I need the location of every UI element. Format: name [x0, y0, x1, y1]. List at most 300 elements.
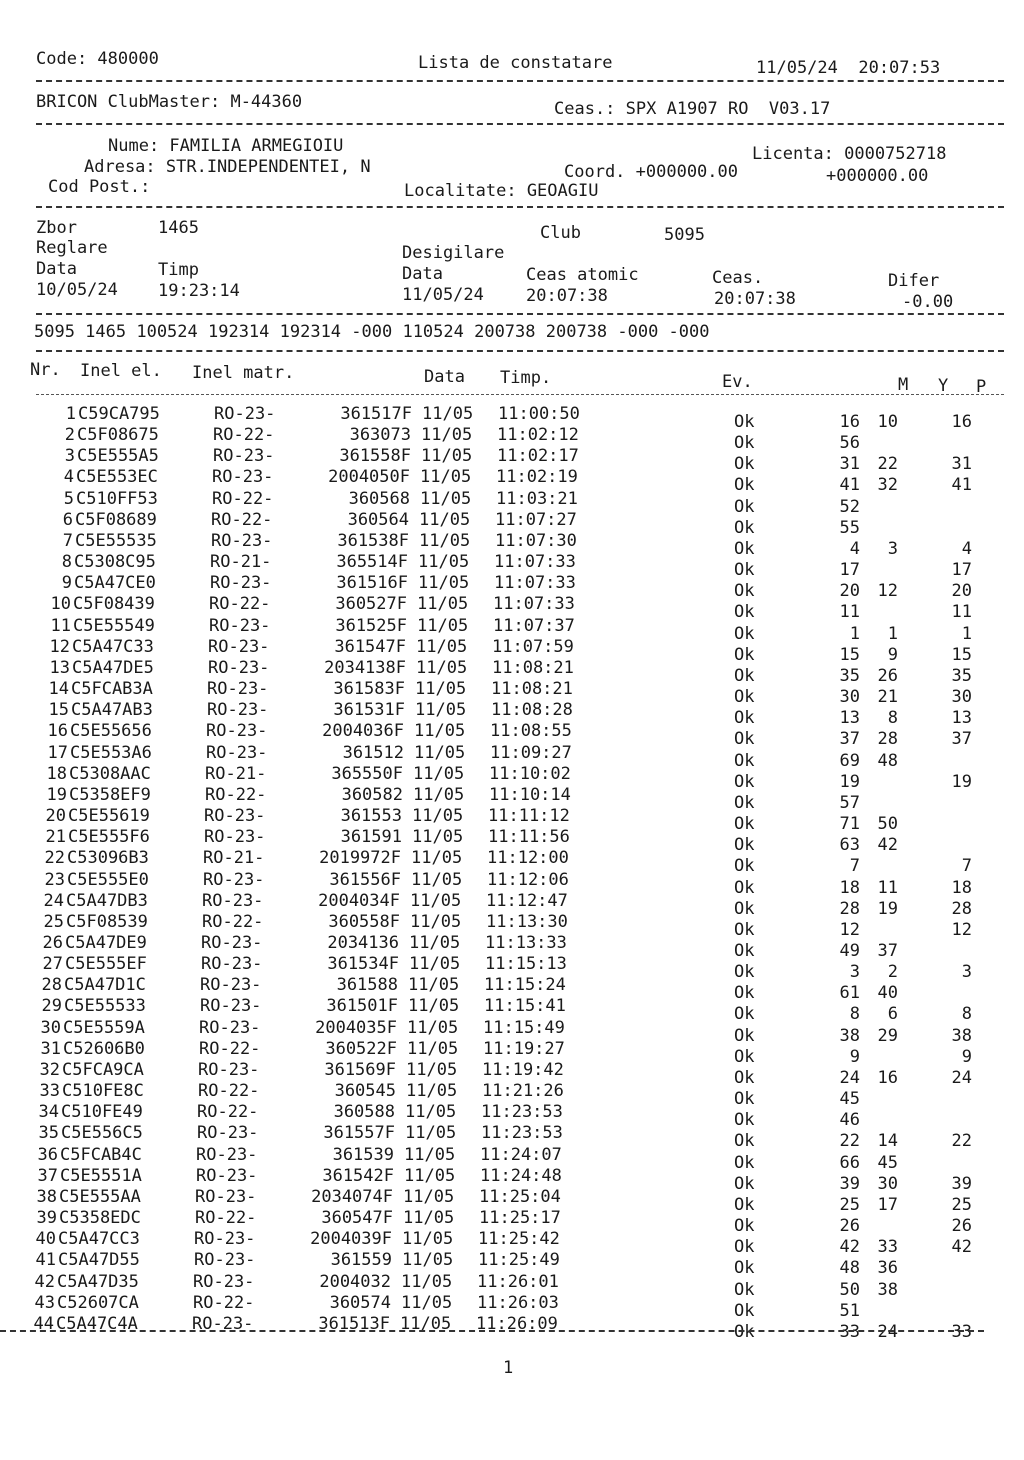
row-number: 42 [34, 1271, 55, 1292]
row-number: 15 [48, 700, 69, 721]
arrival-date: 11/05 [401, 1292, 453, 1313]
value-y: 1 [887, 623, 898, 644]
row-number: 7 [62, 530, 73, 551]
ring-number: 2004036F [322, 721, 404, 742]
arrival-time: 11:07:33 [494, 552, 576, 573]
row-number: 36 [37, 1144, 58, 1165]
row-number: 9 [61, 573, 72, 594]
locality: Localitate: GEOAGIU [404, 181, 599, 201]
value-m: 3 [849, 962, 860, 983]
ring-country-year: RO-22- [205, 784, 267, 805]
row-number: 37 [37, 1165, 58, 1186]
arrival-date: 11/05 [418, 552, 470, 573]
arrival-time: 11:11:12 [488, 806, 570, 827]
event-status: Ok [734, 1089, 755, 1110]
ring-country-year: RO-21- [205, 763, 267, 784]
ring-number: 2034138F [324, 657, 406, 678]
arrival-date: 11/05 [403, 1186, 455, 1207]
event-status: Ok [734, 919, 755, 940]
ring-country-year: RO-23- [194, 1250, 256, 1271]
value-y: 10 [877, 412, 898, 432]
value-y: 30 [877, 1173, 898, 1194]
ring-country-year: RO-23- [204, 827, 266, 848]
arrival-date: 11/05 [405, 1123, 457, 1144]
arrival-time: 11:09:27 [490, 742, 572, 763]
event-status: Ok [734, 433, 755, 454]
arrival-time: 11:11:56 [488, 827, 570, 848]
ring-country-year: RO-23- [201, 933, 263, 953]
ring-country-year: RO-22- [193, 1292, 255, 1313]
electronic-ring: C5E556C5 [61, 1123, 143, 1144]
difference-value: -0.00 [902, 292, 954, 312]
arrival-date: 11/05 [418, 573, 470, 594]
ring-number: 2004035F [315, 1017, 397, 1038]
ring-number: 2004032 [319, 1271, 391, 1292]
value-m: 57 [839, 792, 860, 813]
value-p: 1 [961, 623, 972, 644]
difference-label: Difer [888, 271, 940, 291]
electronic-ring: C5F08675 [77, 425, 159, 446]
event-status: Ok [734, 792, 755, 813]
arrival-time: 11:07:33 [494, 573, 576, 594]
ring-number: 2004039F [310, 1229, 392, 1250]
ring-country-year: RO-22- [211, 509, 273, 530]
value-p: 20 [951, 581, 972, 602]
arrival-date: 11/05 [422, 404, 474, 424]
row-number: 14 [48, 679, 69, 700]
electronic-ring: C5A47C33 [72, 636, 154, 657]
arrival-date: 11/05 [420, 488, 472, 509]
arrival-time: 11:26:03 [477, 1292, 559, 1313]
value-y: 29 [877, 1025, 898, 1046]
event-status: Ok [734, 1004, 755, 1025]
value-p: 39 [951, 1173, 972, 1194]
ring-number: 2004050F [328, 467, 410, 488]
electronic-ring: C5E55549 [73, 615, 155, 636]
ring-number: 365514F [336, 552, 408, 573]
electronic-ring: C5FCAB3A [71, 679, 153, 700]
value-y: 36 [877, 1258, 898, 1279]
arrival-time: 11:15:41 [484, 996, 566, 1017]
event-status: Ok [734, 1321, 755, 1342]
owner-name: Nume: FAMILIA ARMEGIOIU [108, 136, 344, 156]
electronic-ring: C53096B3 [67, 848, 149, 869]
electronic-ring: C5FCA9CA [62, 1059, 144, 1080]
electronic-ring: C5A47DE5 [72, 657, 154, 678]
row-number: 26 [42, 933, 63, 953]
club-master: BRICON ClubMaster: M-44360 [36, 92, 303, 112]
arrival-date: 11/05 [407, 1017, 459, 1038]
value-m: 13 [839, 708, 860, 729]
value-m: 26 [839, 1216, 860, 1237]
value-p: 19 [951, 771, 972, 792]
value-m: 51 [839, 1300, 860, 1321]
arrival-time: 11:07:33 [493, 594, 575, 615]
coordinates: Coord. +000000.00 [564, 162, 738, 182]
electronic-ring: C52607CA [57, 1292, 139, 1313]
value-m: 11 [839, 602, 860, 623]
electronic-ring: C5F08439 [73, 594, 155, 615]
arrival-date: 11/05 [413, 763, 465, 784]
page-number: 1 [503, 1358, 514, 1378]
arrival-date: 11/05 [417, 594, 469, 615]
col-header-m: M [898, 375, 909, 395]
value-p: 24 [951, 1067, 972, 1088]
arrival-date: 11/05 [400, 1313, 452, 1334]
value-m: 42 [839, 1237, 860, 1258]
row-number: 17 [47, 742, 68, 763]
ring-country-year: RO-23- [194, 1229, 256, 1250]
ring-country-year: RO-23- [198, 1059, 260, 1080]
value-m: 16 [839, 412, 860, 432]
value-m: 52 [839, 496, 860, 517]
value-y: 48 [877, 750, 898, 771]
event-status: Ok [734, 708, 755, 729]
arrival-time: 11:26:09 [476, 1313, 558, 1334]
electronic-ring: C5E5559A [63, 1017, 145, 1038]
ring-number: 361569F [324, 1059, 396, 1080]
ring-country-year: RO-23- [207, 700, 269, 721]
ring-number: 360527F [335, 594, 407, 615]
arrival-date: 11/05 [414, 742, 466, 763]
ring-country-year: RO-23- [211, 530, 273, 551]
value-m: 37 [839, 729, 860, 750]
arrival-time: 11:12:47 [486, 890, 568, 911]
value-m: 15 [839, 644, 860, 665]
ring-number: 361531F [333, 700, 405, 721]
value-p: 26 [951, 1216, 972, 1237]
value-m: 28 [839, 898, 860, 919]
row-number: 32 [39, 1059, 60, 1080]
ring-number: 360582 [341, 784, 403, 805]
ring-country-year: RO-22- [199, 1038, 261, 1059]
value-y: 50 [877, 814, 898, 835]
arrival-date: 11/05 [415, 679, 467, 700]
flight-number: 1465 [158, 218, 199, 238]
arrival-time: 11:21:26 [482, 1081, 564, 1102]
row-number: 43 [34, 1292, 55, 1313]
event-status: Ok [734, 962, 755, 983]
event-status: Ok [734, 856, 755, 877]
value-m: 18 [839, 877, 860, 898]
value-y: 26 [877, 665, 898, 686]
value-m: 45 [839, 1089, 860, 1110]
event-status: Ok [734, 835, 755, 856]
event-status: Ok [734, 1152, 755, 1173]
ring-country-year: RO-22- [213, 425, 275, 446]
ring-country-year: RO-21- [203, 848, 265, 869]
row-number: 19 [46, 784, 67, 805]
ring-country-year: RO-23- [197, 1123, 259, 1144]
event-status: Ok [734, 517, 755, 538]
col-header-y: Y [938, 376, 949, 396]
event-status: Ok [734, 623, 755, 644]
electronic-ring: C5A47C4A [56, 1313, 138, 1334]
ring-number: 360568 [348, 488, 410, 509]
arrival-time: 11:08:21 [491, 679, 573, 700]
setting-date: 10/05/24 [36, 280, 118, 300]
electronic-ring: C5308AAC [69, 763, 151, 784]
ring-number: 2004034F [318, 890, 400, 911]
row-number: 44 [33, 1313, 54, 1334]
ring-number: 360588 [333, 1102, 395, 1123]
separator [36, 313, 1004, 315]
value-m: 12 [839, 919, 860, 940]
electronic-ring: C5A47AB3 [71, 700, 153, 721]
row-number: 25 [43, 911, 64, 932]
value-p: 11 [951, 602, 972, 623]
arrival-date: 11/05 [416, 657, 468, 678]
arrival-date: 11/05 [419, 509, 471, 530]
electronic-ring: C5FCAB4C [60, 1144, 142, 1165]
row-number: 10 [50, 594, 71, 615]
value-m: 31 [839, 454, 860, 475]
row-number: 6 [62, 509, 73, 530]
arrival-date: 11/05 [411, 869, 463, 890]
event-status: Ok [734, 644, 755, 665]
value-m: 25 [839, 1194, 860, 1215]
row-number: 31 [40, 1038, 61, 1059]
electronic-ring: C52606B0 [63, 1038, 145, 1059]
arrival-time: 11:23:53 [481, 1123, 563, 1144]
arrival-date: 11/05 [402, 1250, 454, 1271]
value-p: 30 [951, 687, 972, 708]
event-status: Ok [734, 602, 755, 623]
arrival-time: 11:07:30 [495, 530, 577, 551]
event-status: Ok [734, 729, 755, 750]
event-status: Ok [734, 771, 755, 792]
arrival-time: 11:07:27 [495, 509, 577, 530]
clock-info: Ceas.: SPX A1907 RO V03.17 [554, 99, 831, 119]
electronic-ring: C5E555AA [59, 1186, 141, 1207]
ring-country-year: RO-22- [209, 594, 271, 615]
arrival-time: 11:23:53 [481, 1102, 563, 1123]
arrival-date: 11/05 [421, 446, 473, 467]
arrival-date: 11/05 [412, 806, 464, 827]
event-status: Ok [734, 1237, 755, 1258]
event-status: Ok [734, 581, 755, 602]
electronic-ring: C510FE49 [61, 1102, 143, 1123]
electronic-ring: C5E55656 [70, 721, 152, 742]
value-p: 16 [951, 412, 972, 432]
value-m: 8 [849, 1004, 860, 1025]
event-status: Ok [734, 983, 755, 1004]
col-header-nr: Nr. [30, 360, 61, 380]
row-number: 2 [64, 425, 75, 446]
arrival-date: 11/05 [410, 911, 462, 932]
club-label: Club [540, 223, 581, 243]
ring-country-year: RO-23- [193, 1271, 255, 1292]
ring-country-year: RO-23- [204, 806, 266, 827]
row-number: 5 [63, 488, 74, 509]
electronic-ring: C5A47D55 [58, 1250, 140, 1271]
event-status: Ok [734, 454, 755, 475]
row-number: 35 [38, 1123, 59, 1144]
arrival-time: 11:07:37 [493, 615, 575, 636]
electronic-ring: C5F08689 [75, 509, 157, 530]
ring-number: 363073 [349, 425, 411, 446]
row-number: 12 [49, 636, 70, 657]
ring-country-year: RO-23- [207, 679, 269, 700]
row-number: 27 [42, 954, 63, 975]
arrival-time: 11:15:13 [485, 954, 567, 975]
ring-number: 361517F [340, 404, 412, 424]
arrival-time: 11:10:02 [489, 763, 571, 784]
value-p: 8 [961, 1004, 972, 1025]
row-number: 30 [40, 1017, 61, 1038]
code-line: 5095 1465 100524 192314 192314 -000 110524 200738 200738 -000 -000 [34, 322, 710, 342]
value-m: 66 [839, 1152, 860, 1173]
value-p: 17 [951, 560, 972, 581]
arrival-time: 11:02:12 [497, 425, 579, 446]
arrival-time: 11:26:01 [477, 1271, 559, 1292]
value-y: 9 [887, 644, 898, 665]
arrival-date: 11/05 [405, 1102, 457, 1123]
row-number: 24 [43, 890, 64, 911]
event-status: Ok [734, 687, 755, 708]
row-number: 1 [65, 404, 76, 424]
arrival-time: 11:19:42 [482, 1059, 564, 1080]
setting-time-label: Timp [158, 260, 199, 280]
arrival-date: 11/05 [421, 425, 473, 446]
electronic-ring: C510FF53 [76, 488, 158, 509]
event-status: Ok [734, 538, 755, 559]
col-header-p: P [976, 377, 987, 397]
arrival-time: 11:25:17 [479, 1208, 561, 1229]
arrival-time: 11:00:50 [498, 404, 580, 424]
arrival-time: 11:13:33 [485, 933, 567, 953]
arrival-time: 11:03:21 [496, 488, 578, 509]
ring-country-year: RO-23- [200, 975, 262, 996]
code-label: Code: 480000 [36, 49, 159, 69]
ring-country-year: RO-23- [200, 996, 262, 1017]
arrival-date: 11/05 [404, 1144, 456, 1165]
ring-country-year: RO-23- [208, 636, 270, 657]
electronic-ring: C5E553A6 [70, 742, 152, 763]
arrival-time: 11:25:04 [479, 1186, 561, 1207]
ring-number: 2034136 [327, 933, 399, 953]
print-datetime: 11/05/24 20:07:53 [756, 58, 941, 78]
ring-number: 365550F [331, 763, 403, 784]
value-m: 24 [839, 1067, 860, 1088]
event-status: Ok [734, 898, 755, 919]
value-p: 37 [951, 729, 972, 750]
row-number: 23 [44, 869, 65, 890]
arrival-time: 11:25:49 [478, 1250, 560, 1271]
electronic-ring: C5A47DE9 [65, 933, 147, 953]
row-number: 22 [44, 848, 65, 869]
ring-number: 2034074F [311, 1186, 393, 1207]
arrival-date: 11/05 [402, 1229, 454, 1250]
event-status: Ok [734, 1300, 755, 1321]
ring-country-year: RO-23- [208, 657, 270, 678]
ring-country-year: RO-23- [202, 890, 264, 911]
event-status: Ok [734, 412, 755, 432]
electronic-ring: C5E55535 [75, 530, 157, 551]
value-p: 28 [951, 898, 972, 919]
event-status: Ok [734, 1110, 755, 1131]
value-m: 22 [839, 1131, 860, 1152]
electronic-ring: C5E55533 [64, 996, 146, 1017]
value-y: 40 [877, 983, 898, 1004]
value-m: 63 [839, 835, 860, 856]
value-p: 4 [961, 538, 972, 559]
electronic-ring: C5A47D35 [57, 1271, 139, 1292]
event-status: Ok [734, 1216, 755, 1237]
value-m: 38 [839, 1025, 860, 1046]
separator [36, 80, 1004, 82]
event-status: Ok [734, 1046, 755, 1067]
value-m: 46 [839, 1110, 860, 1131]
ring-country-year: RO-21- [210, 552, 272, 573]
arrival-date: 11/05 [409, 933, 461, 953]
value-y: 32 [877, 475, 898, 496]
row-number: 38 [36, 1186, 57, 1207]
value-m: 4 [849, 538, 860, 559]
value-y: 2 [887, 962, 898, 983]
flight-label: Zbor [36, 218, 77, 238]
event-status: Ok [734, 941, 755, 961]
value-m: 56 [839, 433, 860, 454]
ring-number: 360545 [334, 1081, 396, 1102]
electronic-ring: C5E555EF [65, 954, 147, 975]
electronic-ring: C5358EF9 [69, 784, 151, 805]
unsealing-atomic-time: 20:07:38 [526, 286, 608, 306]
row-number: 18 [46, 763, 67, 784]
document-title: Lista de constatare [418, 53, 613, 73]
row-number: 29 [41, 996, 62, 1017]
event-status: Ok [734, 877, 755, 898]
value-p: 3 [961, 962, 972, 983]
arrival-date: 11/05 [410, 890, 462, 911]
clock-label: Ceas. [712, 268, 764, 288]
ring-country-year: RO-23- [196, 1144, 258, 1165]
arrival-date: 11/05 [417, 615, 469, 636]
ring-number: 360564 [347, 509, 409, 530]
value-p: 7 [961, 856, 972, 877]
row-number: 11 [50, 615, 71, 636]
row-number: 34 [38, 1102, 59, 1123]
unsealing-clock-time: 20:07:38 [714, 289, 796, 309]
atomic-clock-label: Ceas atomic [526, 265, 639, 285]
ring-number: 361588 [336, 975, 398, 996]
event-status: Ok [734, 1194, 755, 1215]
arrival-time: 11:10:14 [489, 784, 571, 805]
ring-number: 2019972F [319, 848, 401, 869]
row-number: 16 [47, 721, 68, 742]
electronic-ring: C5A47CE0 [74, 573, 156, 594]
value-y: 19 [877, 898, 898, 919]
value-p: 35 [951, 665, 972, 686]
ring-country-year: RO-23- [195, 1186, 257, 1207]
ring-number: 361583F [333, 679, 405, 700]
value-y: 3 [887, 538, 898, 559]
electronic-ring: C5F08539 [66, 911, 148, 932]
arrival-date: 11/05 [408, 975, 460, 996]
arrival-date: 11/05 [404, 1165, 456, 1186]
ring-number: 360547F [321, 1208, 393, 1229]
electronic-ring: C5308C95 [74, 552, 156, 573]
value-p: 15 [951, 644, 972, 665]
separator [36, 123, 1004, 125]
row-number: 33 [39, 1081, 60, 1102]
separator [36, 350, 1004, 352]
value-y: 8 [887, 708, 898, 729]
ring-number: 361501F [326, 996, 398, 1017]
row-number: 8 [61, 552, 72, 573]
arrival-time: 11:15:24 [484, 975, 566, 996]
electronic-ring: C5E55619 [68, 806, 150, 827]
